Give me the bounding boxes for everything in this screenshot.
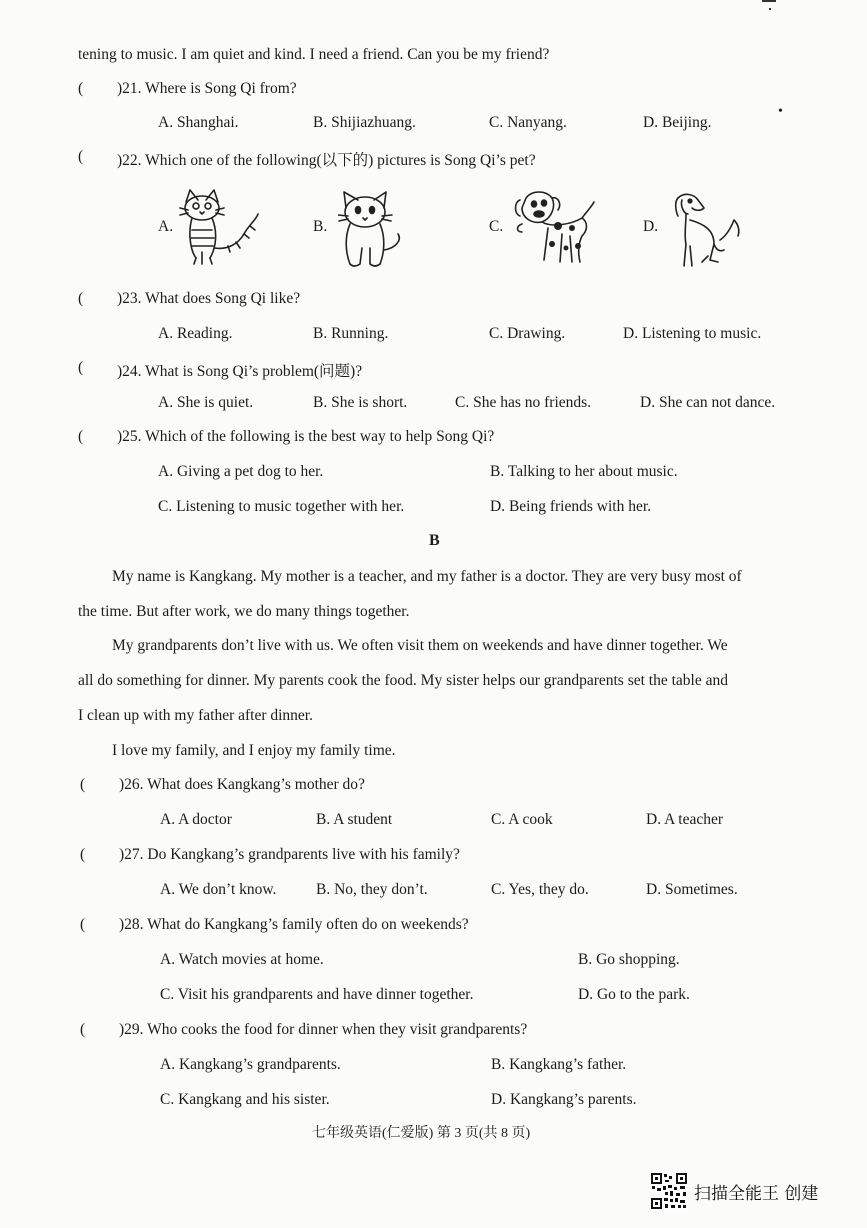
q24-option-c: C. She has no friends.: [455, 394, 592, 411]
q23-option-d: D. Listening to music.: [623, 325, 762, 342]
question-22-stem: )22. Which one of the following(以下的) pictures is Song Qi’s pet?: [117, 152, 536, 169]
q25-option-b: B. Talking to her about music.: [490, 463, 678, 480]
dog-picture: [664, 190, 744, 270]
passage-line: tening to music. I am quiet and kind. I need a friend. Can you be my friend?: [78, 46, 550, 63]
q24-option-d: D. She can not dance.: [640, 394, 776, 411]
q26-option-d: D. A teacher: [646, 811, 724, 828]
scan-mark-dot: [769, 8, 771, 10]
answer-paren: (: [78, 290, 84, 307]
q27-option-c: C. Yes, they do.: [491, 881, 589, 898]
q29-option-a: A. Kangkang’s grandparents.: [160, 1056, 341, 1073]
spotted-dog-picture: [512, 188, 596, 268]
q25-option-d: D. Being friends with her.: [490, 498, 652, 515]
passage-line: all do something for dinner. My parents cook the food. My sister helps our grandparents set the table and: [78, 672, 728, 689]
q23-option-c: C. Drawing.: [489, 325, 566, 342]
q21-option-c: C. Nanyang.: [489, 114, 567, 131]
stray-mark: •: [778, 104, 783, 119]
q25-option-a: A. Giving a pet dog to her.: [158, 463, 324, 480]
q28-option-d: D. Go to the park.: [578, 986, 690, 1003]
q22-option-c: C.: [489, 218, 504, 235]
q26-option-a: A. A doctor: [160, 811, 232, 828]
q28-option-c: C. Visit his grandparents and have dinner together.: [160, 986, 474, 1003]
answer-paren: (: [78, 428, 84, 445]
answer-paren: (: [80, 776, 86, 793]
q27-option-b: B. No, they don’t.: [316, 881, 428, 898]
q21-option-a: A. Shanghai.: [158, 114, 239, 131]
page-footer: 七年级英语(仁爱版) 第 3 页(共 8 页): [312, 1126, 531, 1141]
q21-option-b: B. Shijiazhuang.: [313, 114, 416, 131]
q22-option-b: B.: [313, 218, 328, 235]
question-26-stem: )26. What does Kangkang’s mother do?: [119, 776, 365, 793]
q22-option-a: A.: [158, 218, 174, 235]
q29-option-d: D. Kangkang’s parents.: [491, 1091, 637, 1108]
question-29-stem: )29. Who cooks the food for dinner when they visit grandparents?: [119, 1021, 528, 1038]
q27-option-d: D. Sometimes.: [646, 881, 738, 898]
question-24-stem: )24. What is Song Qi’s problem(问题)?: [117, 363, 363, 380]
striped-cat-picture: [178, 188, 260, 266]
passage-line: My name is Kangkang. My mother is a teacher, and my father is a doctor. They are very busy most of: [112, 568, 742, 585]
q29-option-c: C. Kangkang and his sister.: [160, 1091, 330, 1108]
scanner-watermark: [650, 1172, 818, 1210]
q28-option-b: B. Go shopping.: [578, 951, 680, 968]
answer-paren: (: [78, 148, 84, 165]
question-25-stem: )25. Which of the following is the best way to help Song Qi?: [117, 428, 495, 445]
q28-option-a: A. Watch movies at home.: [160, 951, 324, 968]
q23-option-b: B. Running.: [313, 325, 389, 342]
scan-mark: [762, 0, 776, 2]
answer-paren: (: [78, 80, 84, 97]
answer-paren: (: [80, 846, 86, 863]
q27-option-a: A. We don’t know.: [160, 881, 277, 898]
kitten-picture: [338, 188, 404, 270]
q23-option-a: A. Reading.: [158, 325, 233, 342]
answer-paren: (: [80, 1021, 86, 1038]
question-27-stem: )27. Do Kangkang’s grandparents live with his family?: [119, 846, 460, 863]
q29-option-b: B. Kangkang’s father.: [491, 1056, 627, 1073]
q22-option-d: D.: [643, 218, 659, 235]
passage-line: I love my family, and I enjoy my family time.: [112, 742, 396, 759]
passage-line: the time. But after work, we do many things together.: [78, 603, 410, 620]
section-heading: B: [429, 532, 440, 549]
question-21-stem: )21. Where is Song Qi from?: [117, 80, 297, 97]
q24-option-b: B. She is short.: [313, 394, 408, 411]
answer-paren: (: [80, 916, 86, 933]
passage-line: I clean up with my father after dinner.: [78, 707, 313, 724]
q21-option-d: D. Beijing.: [643, 114, 712, 131]
qr-code-icon: [650, 1172, 688, 1210]
scanner-watermark-text: 扫描全能王 创建: [694, 1183, 819, 1204]
question-28-stem: )28. What do Kangkang’s family often do on weekends?: [119, 916, 469, 933]
answer-paren: (: [78, 359, 84, 376]
question-23-stem: )23. What does Song Qi like?: [117, 290, 301, 307]
passage-line: My grandparents don’t live with us. We often visit them on weekends and have dinner together. We: [112, 637, 728, 654]
q24-option-a: A. She is quiet.: [158, 394, 254, 411]
q25-option-c: C. Listening to music together with her.: [158, 498, 405, 515]
q26-option-c: C. A cook: [491, 811, 553, 828]
q26-option-b: B. A student: [316, 811, 393, 828]
